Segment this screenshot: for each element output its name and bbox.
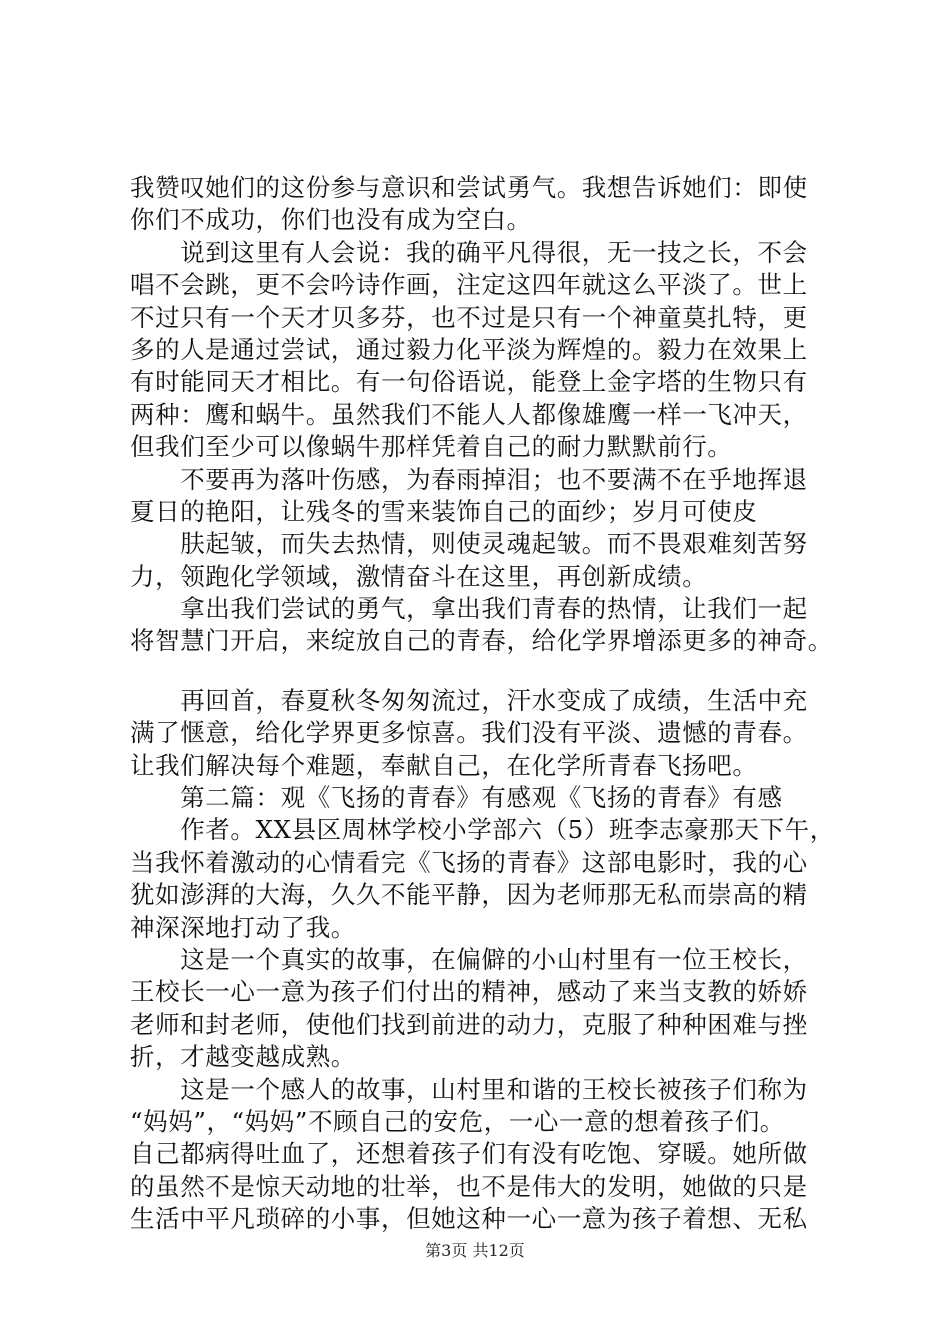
body-text — [130, 172, 850, 1236]
paragraph-gap — [130, 658, 850, 685]
text-line: 我赞叹她们的这份参与意识和尝试勇气。我想告诉她们：即使 — [130, 173, 808, 202]
text-line: 说到这里有人会说：我的确平凡得很，无一技之长，不会 — [130, 237, 808, 267]
text-line: 不过只有一个天才贝多芬，也不过是只有一个神童莫扎特，更 — [130, 302, 808, 332]
text-line: 多的人是通过尝试，通过毅力化平淡为辉煌的。毅力在效果上 — [130, 334, 808, 364]
text-line: 生活中平凡琐碎的小事，但她这种一心一意为孩子着想、无私 — [130, 1204, 808, 1234]
text-line: “妈妈”，“妈妈”不顾自己的安危，一心一意的想着孩子们。 — [130, 1106, 785, 1136]
text-line: 不要再为落叶伤感，为春雨掉泪；也不要满不在乎地挥退 — [130, 464, 808, 494]
text-line: 肤起皱，而失去热情，则使灵魂起皱。而不畏艰难刻苦努 — [130, 529, 808, 559]
text-line: 有时能同天才相比。有一句俗语说，能登上金字塔的生物只有 — [130, 367, 808, 397]
section-heading-line: 第二篇：观《飞扬的青春》有感观《飞扬的青春》有感 — [130, 783, 783, 813]
text-line: 王校长一心一意为孩子们付出的精神，感动了来当支教的娇娇 — [130, 977, 808, 1007]
text-line: 这是一个感人的故事，山村里和谐的王校长被孩子们称为 — [130, 1074, 808, 1104]
text-line: 神深深地打动了我。 — [130, 912, 356, 942]
text-line: 老师和封老师，使他们找到前进的动力，克服了种种困难与挫 — [130, 1009, 808, 1039]
text-line: 你们不成功，你们也没有成为空白。 — [130, 205, 532, 235]
text-line: 但我们至少可以像蜗牛那样凭着自己的耐力默默前行。 — [130, 432, 733, 462]
text-line: 满了惬意，给化学界更多惊喜。我们没有平淡、遗憾的青春。 — [130, 718, 808, 748]
page-number-footer: 第3页 共12页 — [425, 1241, 525, 1260]
text-line: 力，领跑化学领域，激情奋斗在这里，再创新成绩。 — [130, 561, 708, 591]
text-line: 作者。XX县区周林学校小学部六（5）班李志豪那天下午， — [130, 815, 835, 845]
text-line: 拿出我们尝试的勇气，拿出我们青春的热情，让我们一起 — [130, 594, 808, 624]
text-line: 夏日的艳阳，让残冬的雪来装饰自己的面纱；岁月可使皮 — [130, 496, 758, 526]
text-line: 让我们解决每个难题，奉献自己，在化学所青春飞扬吧。 — [130, 750, 758, 780]
text-line: 的虽然不是惊天动地的壮举，也不是伟大的发明，她做的只是 — [130, 1171, 808, 1201]
text-line: 唱不会跳，更不会吟诗作画，注定这四年就这么平淡了。世上 — [130, 270, 808, 300]
text-line: 折，才越变越成熟。 — [130, 1042, 356, 1072]
text-line: 当我怀着激动的心情看完《飞扬的青春》这部电影时，我的心 — [130, 847, 808, 877]
text-line: 两种：鹰和蜗牛。虽然我们不能人人都像雄鹰一样一飞冲天， — [130, 399, 808, 429]
text-line: 这是一个真实的故事，在偏僻的小山村里有一位王校长， — [130, 944, 808, 974]
text-line: 犹如澎湃的大海，久久不能平静，因为老师那无私而崇高的精 — [130, 880, 808, 910]
text-line: 自己都病得吐血了，还想着孩子们有没有吃饱、穿暖。她所做 — [130, 1139, 808, 1169]
text-line: 再回首，春夏秋冬匆匆流过，汗水变成了成绩，生活中充 — [130, 685, 808, 715]
text-line: 将智慧门开启，来绽放自己的青春，给化学界增添更多的神奇。 — [130, 626, 833, 656]
